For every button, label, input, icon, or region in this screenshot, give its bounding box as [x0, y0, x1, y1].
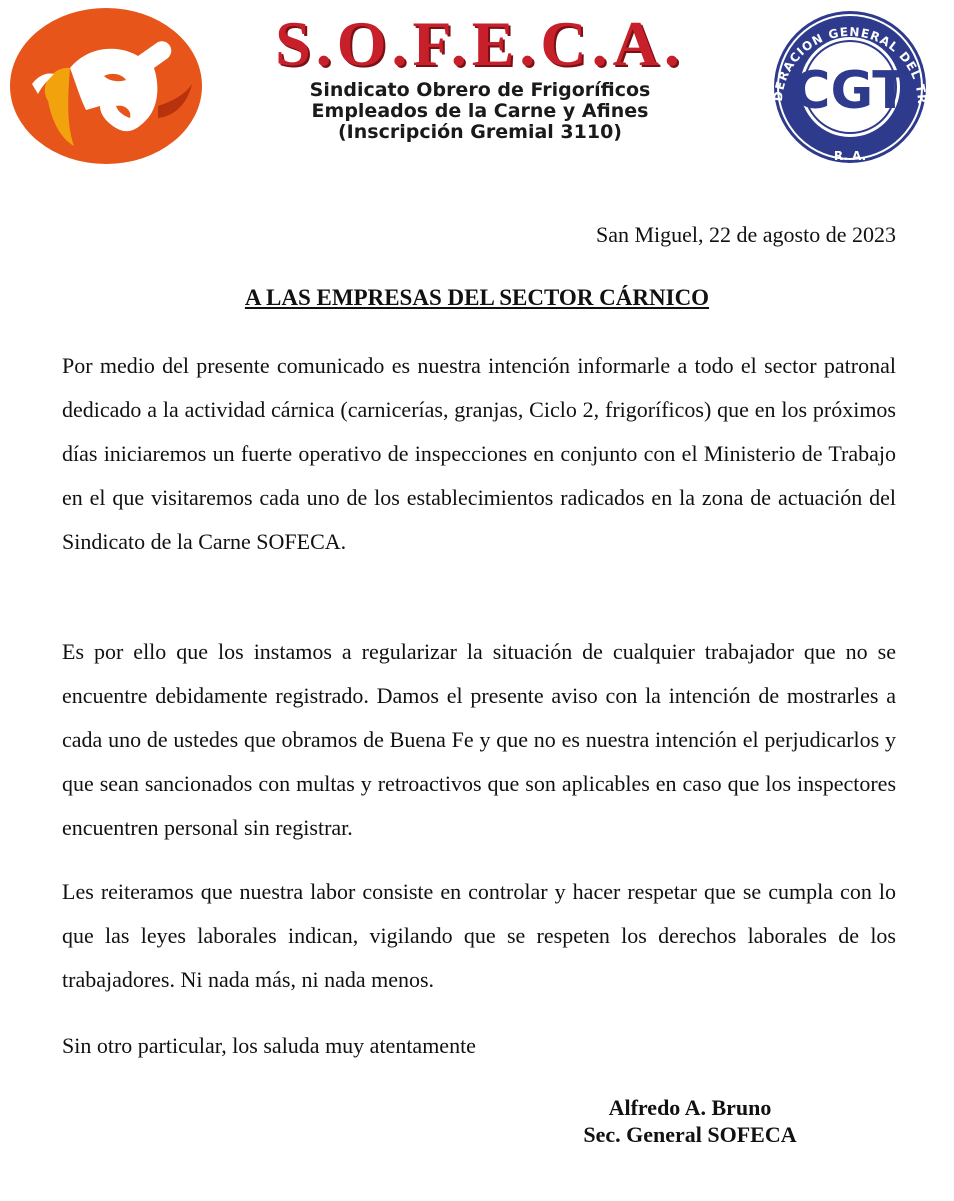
org-name: S.O.F.E.C.A.: [275, 8, 685, 79]
signature-name: Alfredo A. Bruno: [608, 1095, 772, 1120]
cgt-seal-logo: [752, 8, 948, 166]
bull-head-icon: [8, 6, 204, 166]
svg-text:R. A.: R. A.: [833, 149, 867, 163]
paragraph-1: Por medio del presente comunicado es nuestra intención informarle a todo el sector patronal dedicado a la actividad cárnica (carnicerías, granjas, Ciclo 2, frigoríficos) que en los próximos días iniciaremos un fuerte operativo de inspecciones en conjunto con el Ministerio de Trabajo en el que visitaremos cada uno de los establecimientos radicados en la zona de actuación del Sindicato de la Carne SOFECA.: [62, 353, 896, 554]
letter-date: San Miguel, 22 de agosto de 2023: [595, 222, 896, 247]
signature-title: Sec. General SOFECA: [583, 1122, 797, 1147]
signature-block: [540, 1094, 840, 1148]
svg-text:CONFEDERACION GENERAL DEL TRAB: DERACION GENERAL DEL TR: [770, 24, 930, 105]
org-subtitle-line2: Empleados de la Carne y Afines: [311, 100, 649, 122]
org-subtitle-line3: (Inscripción Gremial 3110): [338, 121, 622, 143]
org-subtitle-line1: Sindicato Obrero de Frigoríficos: [309, 79, 651, 101]
paragraph-3: Les reiteramos que nuestra labor consiste en controlar y hacer respetar que se cumpla con lo que las leyes laborales indican, vigilando que se respeten los derechos laborales de los trabajadores. Ni nada más, ni nada menos.: [62, 879, 896, 992]
paragraph-2: Es por ello que los instamos a regularizar la situación de cualquier trabajador que no se encuentre debidamente registrado. Damos el presente aviso con la intención de mostrarles a cada uno de ustedes que obramos de Buena Fe y que no es nuestra intención el perjudicarlos y que sean sancionados con multas y retroactivos que son aplicables en caso que los inspectores encuentren personal sin registrar.: [62, 639, 896, 840]
closing-line: Sin otro particular, los saluda muy atentamente: [62, 1033, 476, 1058]
header-title-block: [230, 8, 730, 143]
letter-title: A LAS EMPRESAS DEL SECTOR CÁRNICO: [244, 285, 710, 310]
svg-text:CGT: CGT: [792, 61, 908, 121]
